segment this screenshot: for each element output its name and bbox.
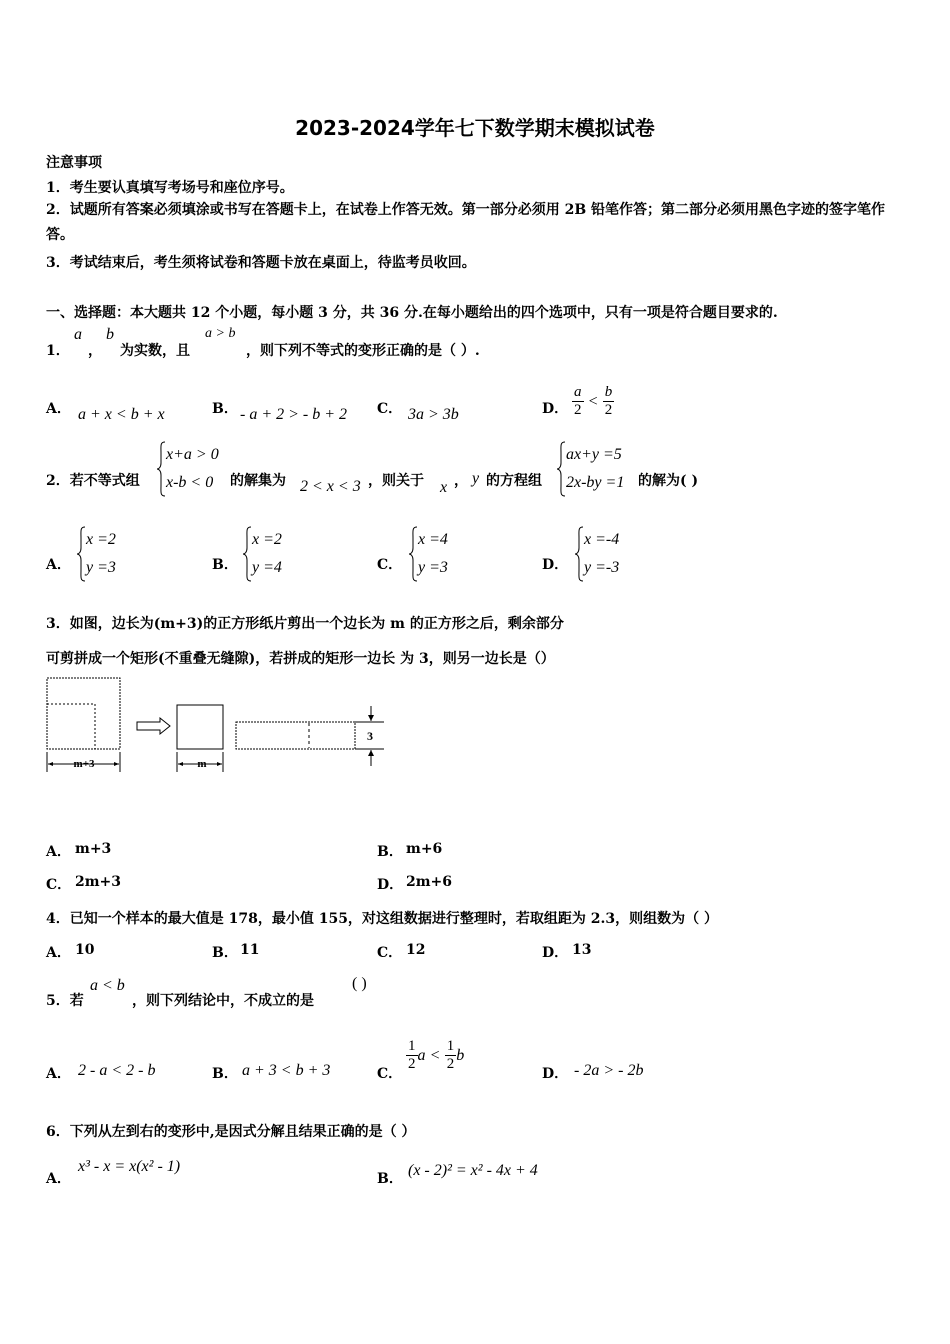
q1-option-d	[572, 384, 614, 419]
q2-d-row-1: x =-4	[584, 531, 620, 548]
q1-var-b: b	[106, 326, 114, 343]
q3-option-c-label: C．	[46, 877, 72, 893]
q2-range: 2 < x < 3	[300, 478, 361, 495]
q5-c-den-b: 2	[446, 1056, 455, 1072]
q5-c-den-a: 2	[408, 1056, 416, 1072]
q3-option-a-label: A．	[46, 844, 71, 860]
q5-option-d-label: D．	[542, 1066, 569, 1082]
notice-item-3: 3．考试结束后，考生须将试卷和答题卡放在桌面上，待监考员收回。	[46, 255, 476, 271]
q2-option-a-label: A．	[46, 557, 71, 573]
q3-fig-label-m3: m+3	[73, 758, 95, 770]
q3-stem-line-2: 可剪拼成一个矩形(不重叠无缝隙)，若拼成的矩形一边长 为 3，则另一边长是（）	[46, 651, 555, 667]
q1-number: 1．	[46, 343, 70, 359]
q4-option-c: 12	[406, 942, 426, 958]
notice-item-1: 1．考生要认真填写考场号和座位序号。	[46, 180, 294, 196]
q2-sys1-row-1: x+a > 0	[166, 446, 219, 463]
q1-option-b: - a + 2 > - b + 2	[240, 406, 348, 423]
q2-option-b-label: B．	[212, 557, 238, 573]
q6-option-b-label: B．	[377, 1171, 403, 1187]
q2-text-4: ，	[454, 473, 468, 489]
q2-option-d-label: D．	[542, 557, 569, 573]
section-heading: 一、选择题：本大题共 12 个小题，每小题 3 分，共 36 分.在每小题给出的四个选项中，只有一项是符合题目要求的.	[46, 305, 778, 321]
q2-text-5: 的方程组	[486, 473, 542, 489]
q5-option-a-label: A．	[46, 1066, 71, 1082]
q4-option-d-label: D．	[542, 945, 569, 961]
q5-option-a: 2 - a < 2 - b	[78, 1062, 156, 1079]
q1-text-1: 为实数，且	[120, 343, 190, 359]
q1-comma: ，	[88, 343, 102, 359]
q1-option-d-label: D．	[542, 401, 569, 417]
q2-var-y: y	[472, 470, 480, 487]
q4-option-a: 10	[75, 942, 95, 958]
q5-option-d: - 2a > - 2b	[574, 1062, 644, 1079]
q5-option-c-label: C．	[377, 1066, 403, 1082]
q5-c-var-a: a	[417, 1047, 426, 1064]
q2-sys2-row-1: ax+y =5	[566, 446, 622, 463]
q3-option-b: m+6	[406, 841, 443, 857]
q1-d-rel: <	[588, 393, 598, 410]
q3-option-b-label: B．	[377, 844, 403, 860]
q1-d-num-a: a	[574, 384, 582, 400]
q5-condition: a < b	[90, 977, 125, 994]
q5-c-var-b: b	[456, 1047, 465, 1064]
q1-option-a-label: A．	[46, 401, 71, 417]
q2-d-row-2: y =-3	[584, 559, 620, 576]
q1-option-c-label: C．	[377, 401, 403, 417]
q2-brace-1	[156, 441, 166, 497]
q2-b-row-1: x =2	[252, 531, 282, 548]
q5-text-1: 5．若	[46, 993, 84, 1009]
q5-c-rel: <	[430, 1047, 440, 1064]
q2-text-6: 的解为( )	[638, 473, 699, 489]
q5-c-num-b: 1	[446, 1038, 455, 1054]
q5-text-2: ，则下列结论中，不成立的是	[132, 993, 314, 1009]
q1-d-den-a: 2	[574, 402, 582, 418]
q6-option-b: (x - 2)² = x² - 4x + 4	[408, 1162, 538, 1179]
q3-option-c: 2m+3	[75, 874, 122, 890]
q2-text-1: 2．若不等式组	[46, 473, 140, 489]
q1-option-b-label: B．	[212, 401, 238, 417]
q1-d-num-b: b	[604, 384, 613, 400]
q5-paren: ( )	[352, 975, 367, 992]
q6-option-a: x³ - x = x(x² - 1)	[78, 1158, 181, 1175]
q2-text-2: 的解集为	[230, 473, 286, 489]
q5-c-num-a: 1	[408, 1038, 416, 1054]
q2-brace-2	[556, 441, 566, 497]
q1-option-a: a + x < b + x	[78, 406, 165, 423]
q2-c-row-1: x =4	[418, 531, 448, 548]
page-title: 2023-2024学年七下数学期末模拟试卷	[295, 116, 655, 140]
q2-c-row-2: y =3	[418, 559, 448, 576]
q2-sys1-row-2: x-b < 0	[166, 474, 214, 491]
q3-stem-line-1: 3．如图，边长为(m+3)的正方形纸片剪出一个边长为 m 的正方形之后，剩余部分	[46, 616, 564, 632]
q2-sys2-row-2: 2x-by =1	[566, 474, 625, 491]
q2-a-row-1: x =2	[86, 531, 116, 548]
q2-option-a-brace	[76, 526, 86, 582]
q4-option-b-label: B．	[212, 945, 238, 961]
q2-option-b-brace	[242, 526, 252, 582]
q2-option-c-label: C．	[377, 557, 403, 573]
q6-option-a-label: A．	[46, 1171, 71, 1187]
q4-option-b: 11	[240, 942, 260, 958]
q5-option-c	[406, 1038, 464, 1073]
q2-b-row-2: y =4	[252, 559, 282, 576]
q4-option-d: 13	[572, 942, 592, 958]
q4-option-a-label: A．	[46, 945, 71, 961]
q3-figure	[44, 674, 389, 774]
q3-option-d: 2m+6	[406, 874, 453, 890]
notice-heading: 注意事项	[46, 155, 102, 171]
q1-condition: a > b	[205, 326, 236, 341]
q3-fig-label-m: m	[197, 758, 207, 770]
q3-option-d-label: D．	[377, 877, 404, 893]
q3-fig-label-3: 3	[367, 729, 373, 743]
q2-a-row-2: y =3	[86, 559, 116, 576]
q5-option-b: a + 3 < b + 3	[242, 1062, 331, 1079]
q1-text-2: ，则下列不等式的变形正确的是（ ）.	[246, 343, 480, 359]
q2-text-3: ，则关于	[368, 473, 424, 489]
q5-option-b-label: B．	[212, 1066, 238, 1082]
q4-stem: 4．已知一个样本的最大值是 178，最小值 155，对这组数据进行整理时，若取组距为 2.3，则组数为（ ）	[46, 911, 719, 927]
q1-d-den-b: 2	[604, 402, 613, 418]
q6-stem: 6．下列从左到右的变形中,是因式分解且结果正确的是（ ）	[46, 1124, 416, 1140]
q1-var-a: a	[74, 326, 82, 343]
q1-option-c: 3a > 3b	[408, 406, 459, 423]
q4-option-c-label: C．	[377, 945, 403, 961]
q3-option-a: m+3	[75, 841, 112, 857]
q2-option-d-brace	[574, 526, 584, 582]
q2-var-x: x	[440, 479, 448, 496]
notice-item-2: 2．试题所有答案必须填涂或书写在答题卡上，在试卷上作答无效。第一部分必须用 2B 铅笔作答；第二部分必须用黑色字迹的签字笔作答。	[46, 202, 886, 243]
q2-option-c-brace	[408, 526, 418, 582]
